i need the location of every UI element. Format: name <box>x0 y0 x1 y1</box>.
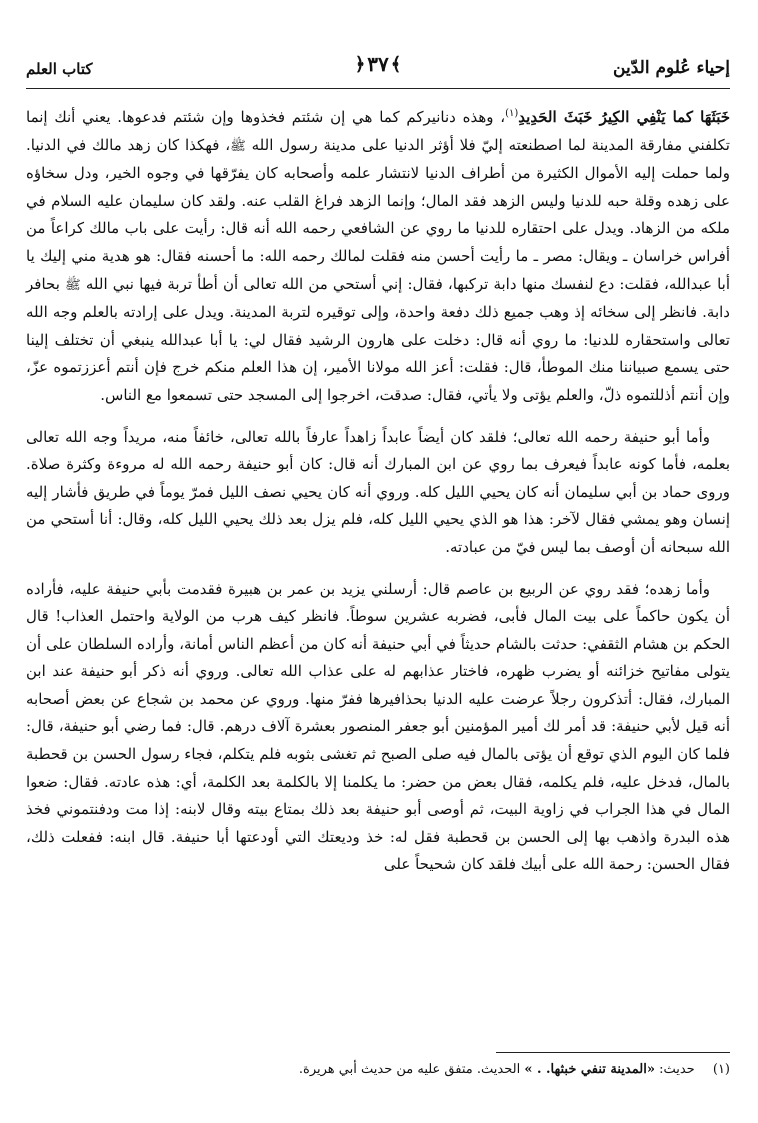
main-text <box>26 100 730 879</box>
footnote-quote: «المدينة تنفي خبثها. . » <box>524 1062 655 1077</box>
honorific-glyph: ﷺ <box>230 138 246 154</box>
page-number-bracket-right: ﴾ <box>390 53 402 75</box>
paragraph-1-text-end: بحافر دابة. فانظر إلى سخائه إذ وهب جميع ذلك دفعة واحدة، وإلى توقيره لتربة المدينة. ويدل على إرادته بالعلم وجه الله تعالى واستحقاره للدنيا: ما روي أنه قال: دخلت على هارون الرشيد فقال لي: يا أبا عبدالله ينبغي أن تختلف إلينا حتى يسمع صبياننا منك الموطأ، قال: فقلت: أعز الله مولانا الأمير، إن هذا العلم منكم خرج فإن أنتم أعززتموه عزّ، وإن أنتم أذللتموه ذلّ، والعلم يؤتى ولا يأتي، فقال: صدقت، اخرجوا إلى المسجد حتى تسمعوا مع الناس. <box>26 274 730 404</box>
page-header <box>26 52 730 92</box>
page-number <box>355 52 402 76</box>
book-title: إحياء عُلوم الدّين <box>613 58 730 78</box>
page-number-bracket-left: ﴿ <box>354 53 366 75</box>
paragraph-1-text-continued: ، فهكذا كان زهد مالك في الدنيا. ولما حملت إليه الأموال الكثيرة من أطراف الدنيا لانتشار علمه وأصحابه كان يفرّقها في وجوه الخير، ودل سخاؤه على زهده وقلة حبه للدنيا وليس الزهد فقد المال؛ وإنما الزهد فراغ القلب عنه. ولقد كان سليمان عليه السلام في ملكه من الزهاد. ويدل على احتقاره للدنيا ما روي عن الشافعي رحمه الله أنه قال: رأيت على باب مالك كراعاً من أفراس خراسان ـ ويقال: مصر ـ ما رأيت أحسن منه فقلت لمالك رحمه الله: ما أحسنه فقال: هو هدية مني إليك يا أبا عبدالله، فقلت: دع لنفسك منها دابة تركبها، فقال: إني أستحي من الله تعالى أن أطأ تربة فيها نبي الله <box>26 135 730 293</box>
hadith-quote: خَبَثَهَا كما يَنْفِي الكِيرُ خَبَثَ الحَدِيدِ <box>518 108 730 126</box>
honorific-glyph: ﷺ <box>65 277 81 293</box>
paragraph-2: وأما أبو حنيفة رحمه الله تعالى؛ فلقد كان أيضاً عابداً زاهداً عارفاً بالله تعالى، خائفاً منه، مريداً وجه الله تعالى بعلمه، فأما كونه عابداً فيعرف بما روي عن ابن المبارك أنه قال: كان أبو حنيفة رحمه الله له مروءة وكثرة صلاة. وروى حماد بن أبي سليمان أنه كان يحيي الليل كله. وروي أنه كان يحيي نصف الليل فمرّ يوماً في طريق فأشار إليه إنسان وهو يمشي فقال لآخر: هذا هو الذي يحيي الليل كله، فلم يزل بعد ذلك يحيي الليل كله، وقال: أنا أستحي من الله سبحانه أن أوصف بما ليس فيّ من عبادته. <box>26 427 730 556</box>
page-number-value: ٣٧ <box>367 52 389 76</box>
footnote-rule <box>496 1052 730 1053</box>
footnote-reference: (١) <box>505 108 519 119</box>
chapter-title: كتاب العلم <box>26 60 93 78</box>
footnote-number: (١) <box>712 1062 730 1077</box>
header-rule <box>26 88 730 89</box>
footnote <box>26 1060 730 1080</box>
footnote-text: الحديث. متفق عليه من حديث أبي هريرة. <box>298 1062 521 1077</box>
paragraph-1-text: ، وهذه دنانيركم كما هي إن شئتم فخذوها وإن شئتم فدعوها. يعني أنك إنما تكلفني مفارقة المدينة لما اصطنعته إليّ فلا أؤثر الدنيا على مدينة رسول الله <box>26 108 730 154</box>
paragraph-3: وأما زهده؛ فقد روي عن الربيع بن عاصم قال: أرسلني يزيد بن عمر بن هبيرة فقدمت بأبي حنيفة عليه، فأراده أن يكون حاكماً على بيت المال فأبى، فضربه عشرين سوطاً. فانظر كيف هرب من الولاية واحتمل العذاب! قال الحكم بن هشام الثقفي: حدثت بالشام حديثاً في أبي حنيفة أنه كان من أعظم الناس أمانة، وأراده السلطان على أن يتولى مفاتيح خزائنه أو يضرب ظهره، فاختار عذابهم له على عذاب الله تعالى. وروي أنه ذكر أبو حنيفة عند ابن المبارك، فقال: أتذكرون رجلاً عرضت عليه الدنيا بحذافيرها ففرّ منها. وروي عن محمد بن شجاع عن بعض أصحابه أنه قيل لأبي حنيفة: قد أمر لك أمير المؤمنين أبو جعفر المنصور بعشرة آلاف درهم. قال: فما رضي أبو حنيفة، قال: فلما كان اليوم الذي توقع أن يؤتى بالمال فيه صلى الصبح ثم تغشى بثوبه فلم يتكلم، فجاء رسول الحسن بن قحطبة بالمال، فدخل عليه، فلم يكلمه، فقال بعض من حضر: ما يكلمنا إلا بالكلمة بعد الكلمة، أي: هذه عادته. فقال: ضعوا المال في هذا الجراب في زاوية البيت، ثم أوصى أبو حنيفة بعد ذلك بمتاع بيته وقال لابنه: إذا مت ودفنتموني فخذ هذه البدرة واذهب بها إلى الحسن بن قحطبة فقل له: خذ وديعتك التي أودعتها أبا حنيفة. قال ابنه: ففعلت ذلك، فقال الحسن: رحمة الله على أبيك فلقد كان شحيحاً على <box>26 579 730 874</box>
paragraph-1 <box>26 100 730 410</box>
footnote-label: حديث: <box>659 1062 695 1077</box>
